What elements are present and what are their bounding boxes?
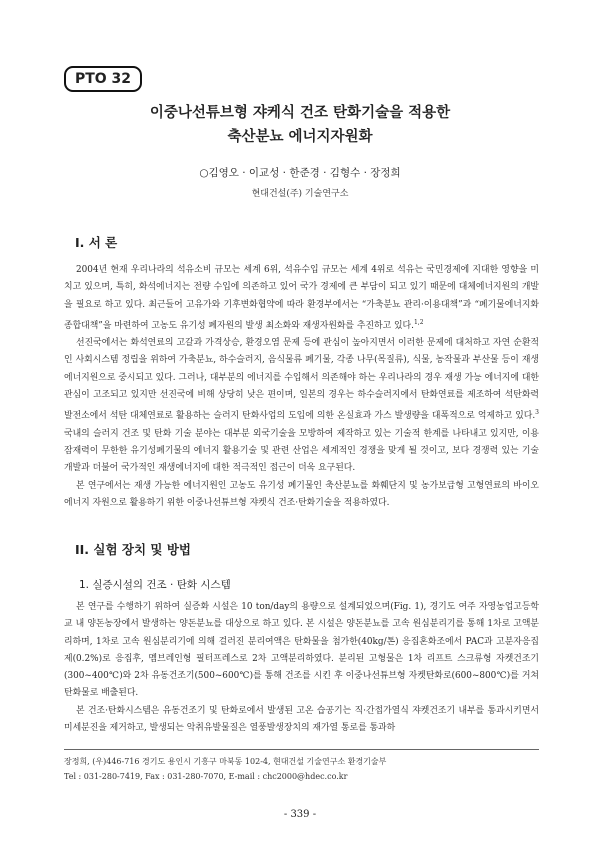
section-heading-methods: II. 실험 장치 및 방법 [75,542,191,557]
subsection-heading: 1. 실증시설의 건조 · 탄화 시스템 [79,579,231,591]
page-number: - 339 - [283,809,317,820]
session-badge: PTO 32 [64,66,142,92]
section-heading-introduction: I. 서 론 [75,235,118,250]
footnote-address: 장정희, (우)446-716 경기도 용인시 기흥구 마북동 102-4, 현대건설 기술연구소 환경기술부 [64,757,387,766]
corresponding-author-footnote [64,754,386,784]
citation-ref: 3 [535,409,539,417]
citation-ref: 1,2 [413,318,424,326]
intro-paragraph-2: 선진국에서는 화석연료의 고갈과 가격상승, 환경오염 문제 등에 관심이 높아지면서 이러한 문제에 대처하고 자연 순환적인 사회시스템 정립을 위하여 가축분뇨, 하수슬러지, 음식물류 폐기물, 각종 나무(목질류), 식물, 농작물과 부산물 등이 재생에너지원으로 중시되고 있다. 그러나, 대부분의 에너지를 수입해서 의존해야 하는 우리나라의 경우 재생 가능 에너지에 대한 관심이 고조되고 있지만 선진국에 비해 상당히 낮은 편이며, 일본의 경우는 하수슬러지에서 탄화연료를 제조하여 석탄화력발전소에서 석탄 대체연료로 활용하는 슬러지 탄화사업의 도입에 의한 온실효과 가스 발생량을 대폭적으로 억제하고 있다.$^3$ 국내의 슬러지 건조 및 탄화 기술 분야는 대부분 외국기술을 모방하여 제작하고 있는 기술적 한계를 나타내고 있지만, 이용 잠재력이 무한한 유기성폐기물의 에너지 활용기술 및 관련 산업은 세계적인 경쟁을 맞게 될 것이고, 보다 경쟁력 있는 기술 개발과 더불어 국가적인 재생에너지에 대한 적극적인 접근이 더욱 요구된다. [64,338,539,474]
intro-paragraph-3: 본 연구에서는 재생 가능한 에너지원인 고농도 유기성 폐기물인 축산분뇨를 화훼단지 및 농가보급형 고형연료의 바이오에너지 자원으로 활용하기 위한 이중나선튜브형 쟈켓식 건조·탄화기술을 적용하였다. [64,480,539,508]
methods-body [64,599,539,737]
methods-paragraph-1: 본 연구를 수행하기 위하여 실증화 시설은 10 ton/day의 용량으로 설계되었으며(Fig. 1), 경기도 여주 자영농업고등학교 내 양돈농장에서 발생하는 양돈분뇨를 대상으로 하고 있다. 본 시설은 양돈분뇨를 고속 원심분리기를 통해 1차로 고액분리하며, 1차로 고속 원심분리기에 의해 걸러진 분리여액은 탄화물을 첨가한(40kg/톤) 응집혼화조에서 PAC과 고분자응집제(0.2%)로 응집후, 멤브레인형 필터프레스로 2차 고액분리하였다. 분리된 고형물은 1차 리프트 스크류형 자켓건조기(300~400℃)와 2차 유동건조기(500~600℃)를 통해 건조를 시킨 후 이중나선튜브형 자켓탄화로(600~800℃)를 거쳐 탄화물로 배출된다. [64,602,539,699]
introduction-body [64,262,539,512]
methods-paragraph-2: 본 건조·탄화시스템은 유동건조기 및 탄화로에서 발생된 고온 습공기는 직·간접가열식 쟈켓건조기 내부를 통과시키면서 미세분진을 제거하고, 발생되는 악취유발물질은 열풍발생장치의 재가열 통로를 통과하 [64,705,539,734]
paper-title-line2: 축산분뇨 에너지자원화 [227,129,373,145]
author-list: ○김영오 · 이교성 · 한준경 · 김형수 · 장정희 [199,167,401,179]
paper-title-line1: 이중나선튜브형 쟈케식 건조 탄화기술을 적용한 [149,105,451,121]
footnote-divider [64,749,539,750]
affiliation: 현대건설(주) 기술연구소 [251,189,349,199]
footnote-contact: Tel : 031-280-7419, Fax : 031-280-7070, E-mail : chc2000@hdec.co.kr [64,772,348,781]
intro-paragraph-1: 2004년 현재 우리나라의 석유소비 규모는 세계 6위, 석유수입 규모는 세계 4위로 석유는 국민경제에 지대한 영향을 미치고 있으며, 특히, 화석에너지는 전량 수입에 의존하고 있어 국가 경제에 큰 부담이 되고 있기 때문에 대체에너지원의 개발을 필요로 하고 있다. 최근들어 고유가와 기후변화협약에 따라 환경부에서는 “가축분뇨 관리·이용대책”과 “폐기물에너지화 종합대책”을 마련하여 고농도 유기성 폐자원의 발생 최소화와 재생자원화를 추진하고 있다.$^{1,2}$ [64,265,539,331]
